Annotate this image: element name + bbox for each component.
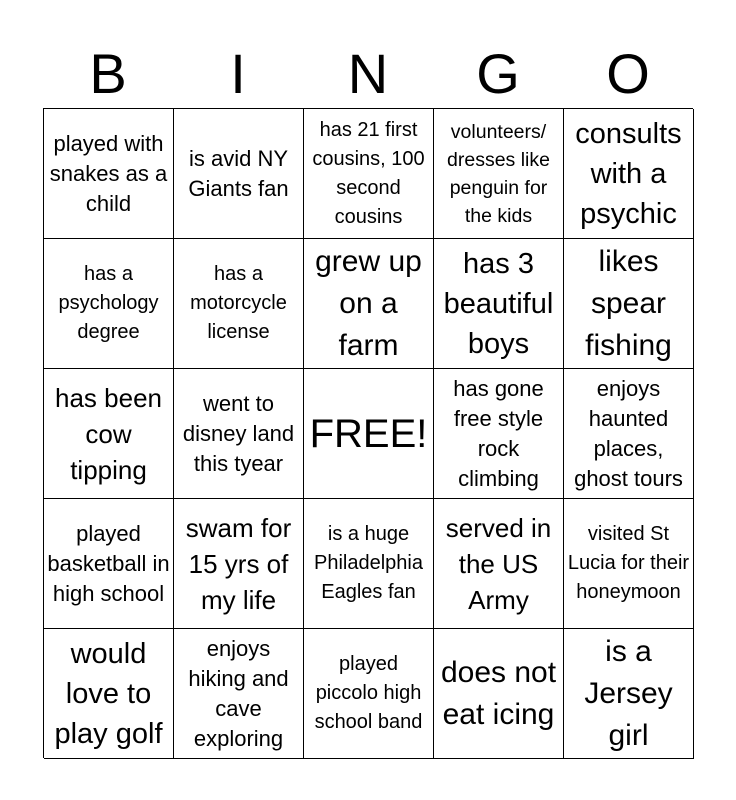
- bingo-cell[interactable]: [44, 369, 174, 499]
- bingo-cell[interactable]: [174, 239, 304, 369]
- bingo-cell[interactable]: [304, 239, 434, 369]
- bingo-cell[interactable]: [44, 629, 174, 759]
- bingo-cell[interactable]: [434, 629, 564, 759]
- bingo-cell[interactable]: [564, 499, 694, 629]
- header-letter-g: G: [476, 42, 520, 105]
- bingo-cell[interactable]: [564, 369, 694, 499]
- cell-text: has 3 beautiful boys: [443, 247, 554, 360]
- cell-text: went to disney land this tyear: [182, 390, 295, 476]
- cell-text: is avid NY Giants fan: [188, 145, 289, 201]
- cell-text: does not eat icing: [440, 655, 557, 731]
- cell-text: volunteers/ dresses like penguin for the kids: [447, 120, 550, 227]
- bingo-cell[interactable]: [434, 499, 564, 629]
- header-letter-n: N: [347, 42, 389, 105]
- bingo-cell[interactable]: [434, 239, 564, 369]
- header-letter-o: O: [606, 42, 650, 105]
- cell-text: enjoys haunted places, ghost tours: [574, 375, 683, 491]
- bingo-cell[interactable]: [434, 369, 564, 499]
- free-space-text: FREE!: [309, 411, 428, 456]
- bingo-board: [43, 108, 693, 758]
- bingo-cell[interactable]: [564, 239, 694, 369]
- cell-text: consults with a psychic: [575, 117, 682, 230]
- bingo-cell[interactable]: [304, 499, 434, 629]
- cell-text: is a Jersey girl: [584, 634, 673, 752]
- cell-text: swam for 15 yrs of my life: [185, 512, 292, 615]
- cell-text: is a huge Philadelphia Eagles fan: [314, 523, 423, 603]
- free-space-cell[interactable]: [304, 369, 434, 499]
- cell-text: has been cow tipping: [55, 382, 162, 485]
- cell-text: has a motorcycle license: [190, 263, 287, 343]
- bingo-cell[interactable]: [44, 239, 174, 369]
- cell-text: grew up on a farm: [315, 244, 422, 362]
- cell-text: would love to play golf: [54, 637, 163, 750]
- header-letter-b: B: [89, 42, 127, 105]
- bingo-cell[interactable]: [44, 499, 174, 629]
- cell-text: played with snakes as a child: [49, 130, 168, 216]
- cell-text: has gone free style rock climbing: [453, 375, 544, 491]
- cell-text: played piccolo high school band: [314, 653, 423, 733]
- bingo-header: [43, 42, 693, 106]
- bingo-cell[interactable]: [434, 109, 564, 239]
- bingo-cell[interactable]: [174, 499, 304, 629]
- cell-text: has 21 first cousins, 100 second cousins: [312, 118, 425, 228]
- bingo-cell[interactable]: [174, 369, 304, 499]
- bingo-cell[interactable]: [174, 109, 304, 239]
- cell-text: enjoys hiking and cave exploring: [188, 635, 289, 751]
- bingo-cell[interactable]: [44, 109, 174, 239]
- bingo-cell[interactable]: [174, 629, 304, 759]
- cell-text: visited St Lucia for their honeymoon: [567, 523, 690, 603]
- bingo-cell[interactable]: [564, 109, 694, 239]
- cell-text: has a psychology degree: [58, 263, 159, 343]
- cell-text: served in the US Army: [445, 512, 552, 615]
- bingo-cell[interactable]: [304, 629, 434, 759]
- bingo-cell[interactable]: [304, 109, 434, 239]
- header-letter-i: I: [230, 42, 246, 105]
- cell-text: played basketball in high school: [47, 520, 170, 606]
- bingo-cell[interactable]: [564, 629, 694, 759]
- cell-text: likes spear fishing: [585, 244, 672, 362]
